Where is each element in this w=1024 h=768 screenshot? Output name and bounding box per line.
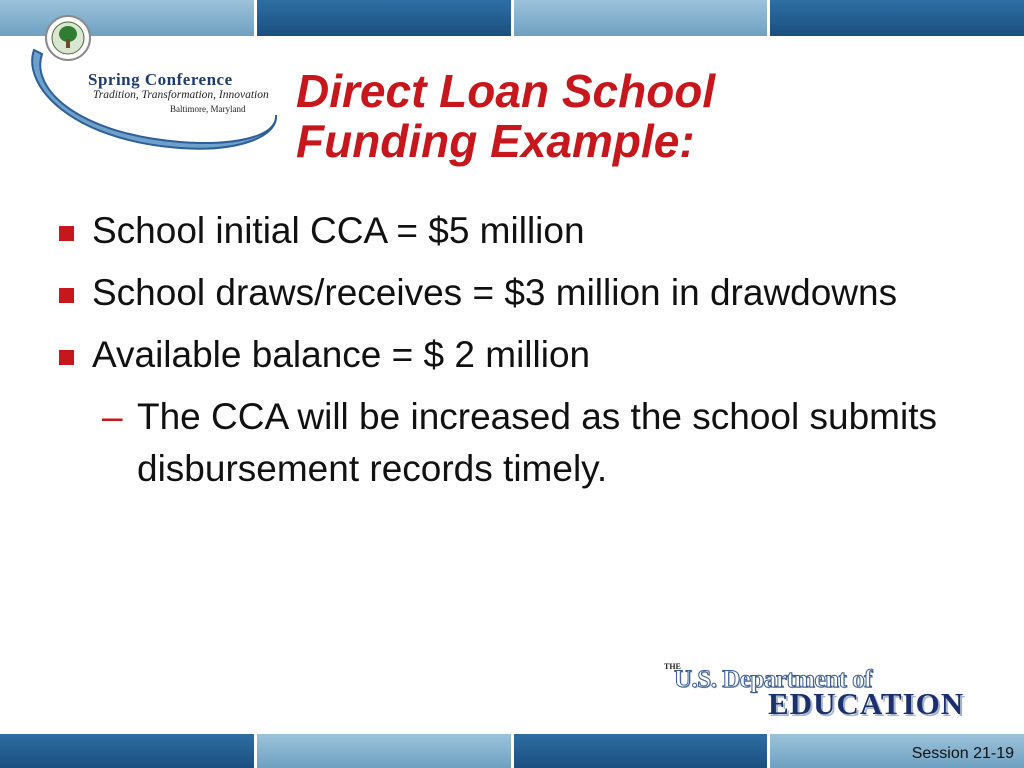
spring-conference-logo <box>20 10 282 150</box>
banner-segment <box>514 0 768 36</box>
bullet-text: Available balance = $ 2 million <box>92 334 591 375</box>
slide-body <box>55 205 975 495</box>
bullet-item <box>55 329 975 381</box>
bullet-text: School initial CCA = $5 million <box>92 210 585 251</box>
department-of-education-logo <box>664 660 1004 720</box>
bullet-text: School draws/receives = $3 million in drawdowns <box>92 272 898 313</box>
bottom-banner <box>0 734 1024 768</box>
logo-the: THE <box>664 662 681 671</box>
sub-bullet-item <box>55 391 975 495</box>
banner-segment <box>257 734 511 768</box>
square-bullet-icon <box>59 288 74 303</box>
banner-segment <box>514 734 768 768</box>
slide-title <box>296 66 896 166</box>
square-bullet-icon <box>59 350 74 365</box>
banner-segment <box>257 0 511 36</box>
slide-title-line: Direct Loan School <box>296 65 716 117</box>
logo-education: EDUCATION <box>768 686 965 721</box>
conference-title: Spring Conference <box>88 70 233 89</box>
banner-segment <box>0 734 254 768</box>
square-bullet-icon <box>59 226 74 241</box>
logo-us-department: U.S. Department of <box>674 666 872 693</box>
conference-location: Baltimore, Maryland <box>170 104 246 114</box>
bullet-item <box>55 267 975 319</box>
bullet-item <box>55 205 975 257</box>
sub-bullet-text: The CCA will be increased as the school submits disbursement records timely. <box>137 396 937 489</box>
session-number: Session 21-19 <box>911 745 1014 762</box>
slide-title-line: Funding Example: <box>296 115 695 167</box>
dash-bullet-icon: – <box>102 396 123 437</box>
conference-tagline: Tradition, Transformation, Innovation <box>93 89 269 101</box>
banner-segment <box>770 0 1024 36</box>
